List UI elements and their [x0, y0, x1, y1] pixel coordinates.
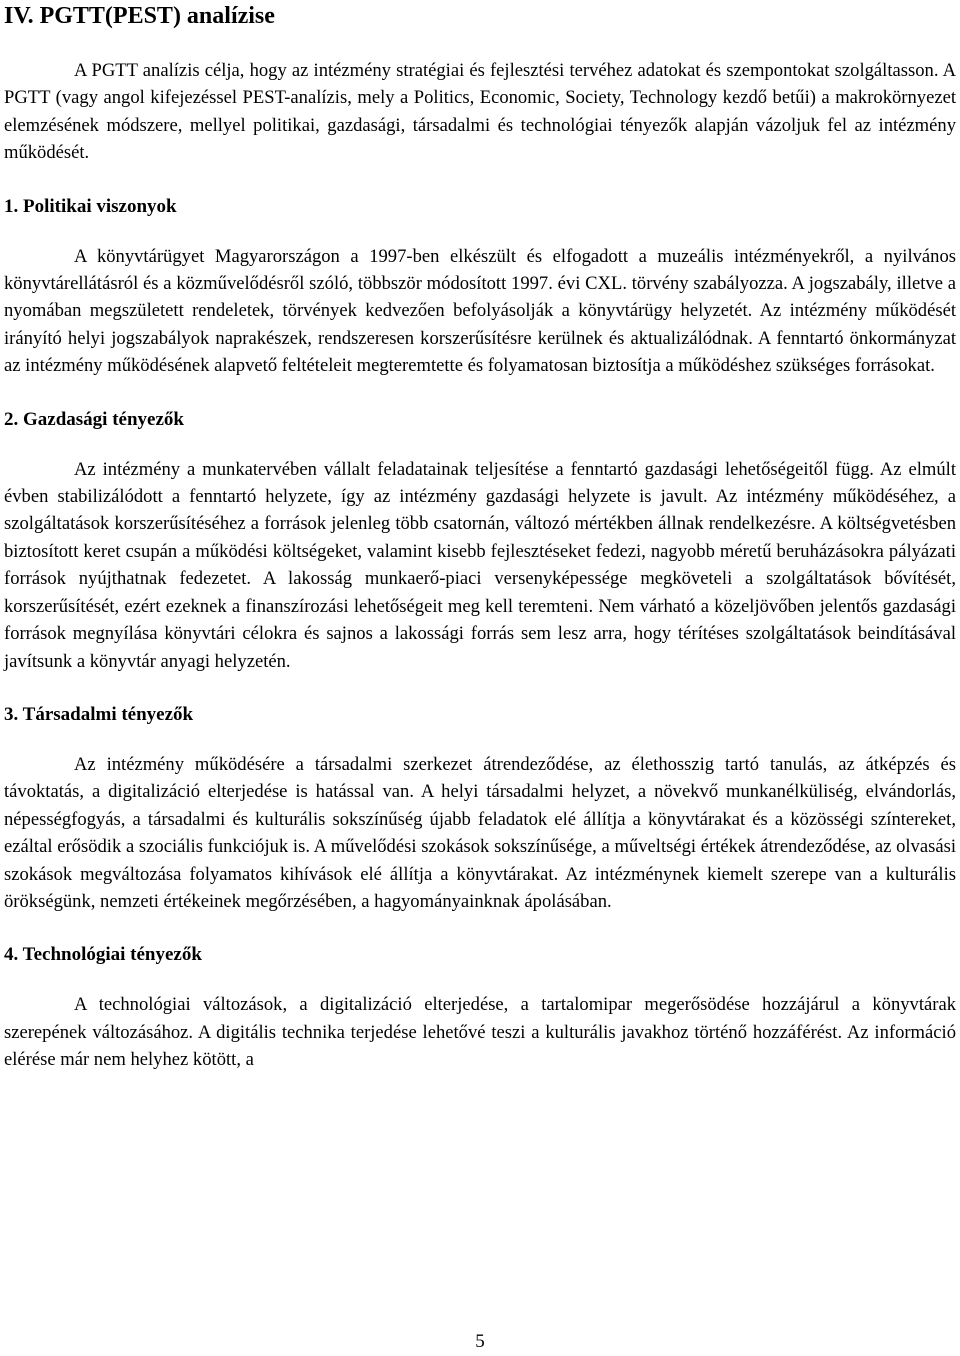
- section-heading: 3. Társadalmi tényezők: [4, 703, 194, 725]
- section-heading: 2. Gazdasági tényezők: [4, 408, 184, 430]
- section-economic: [4, 408, 956, 675]
- section-technological: [4, 943, 956, 1073]
- section-paragraph: Az intézmény a munkatervében vállalt feladatainak teljesítése a fenntartó gazdasági lehetőségeitől függ. Az elmúlt évben stabilizálódott a fenntartó helyzete, így az intézmény gazdasági helyzete is javult. Az intézmény működéséhez, a szolgáltatások korszerűsítéséhez a források jelenleg több csatornán, változó mértékben állnak rendelkezésre. A költségvetésben biztosított keret csupán a működési költségeket, valamint kisebb fejlesztéseket fedezi, nagyobb méretű beruházásokra pályázati források nyújthatnak fedezetet. A lakosság munkaerő-piaci versenyképessége megköveteli a szolgáltatások bővítését, korszerűsítését, ezért ezeknek a finanszírozási lehetőségeit meg kell teremteni. Nem várható a közeljövőben jelentős gazdasági források megnyílása könyvtári célokra és sajnos a lakossági forrás sem lesz arra, hogy térítéses szolgáltatások beindításával javítsunk a könyvtár anyagi helyzetén.: [4, 458, 956, 672]
- section-social: [4, 703, 956, 915]
- section-heading: 4. Technológiai tényezők: [4, 944, 202, 966]
- page-title: IV. PGTT(PEST) analízise: [4, 3, 275, 29]
- document-page: [4, 0, 956, 1074]
- section-paragraph: A könyvtárügyet Magyarországon a 1997-ben elkészült és elfogadott a muzeális intézményekről, a nyilvános könyvtárellátásról és a közművelődésről szóló, többször módosított 1997. évi CXL. törvény szabályozza. A jogszabály, illetve a nyomában megszületett rendeletek, törvények kedvezően befolyásolják a könyvtárügy helyzetét. Az intézmény működését irányító helyi jogszabályok naprakészek, rendszeresen korszerűsítésre kerülnek és aktualizálódnak. A fenntartó önkormányzat az intézmény működésének alapvető feltételeit megteremtette és folyamatosan biztosítja a működéshez szükséges forrásokat.: [4, 245, 956, 377]
- section-paragraph: Az intézmény működésére a társadalmi szerkezet átrendeződése, az élethosszig tartó tanulás, az átképzés és távoktatás, a digitalizáció elterjedése is hatással van. A helyi társadalmi helyzet, a növekvő munkanélküliség, elvándorlás, népességfogyás, a társadalmi és kulturális sokszínűség újabb feladatok elé állítja a könyvtárakat és a közösségi színtereket, ezáltal erősödik a szociális funkciójuk is. A művelődési szokások sokszínűsége, a műveltségi értékek átrendeződése, az olvasási szokások megváltozása folyamatos kihívások elé állítja a könyvtárakat. Az intézménynek kiemelt szerepe van a kulturális örökségünk, nemzeti értékeinek megőrzésében, a hagyományainknak ápolásában.: [4, 753, 956, 912]
- intro-paragraph: A PGTT analízis célja, hogy az intézmény stratégiai és fejlesztési tervéhez adatokat és szempontokat szolgáltasson. A PGTT (vagy angol kifejezéssel PEST-analízis, mely a Politics, Economic, Society, Technology kezdő betűi) a makrokörnyezet elemzésének módszere, mellyel politikai, gazdasági, társadalmi és technológiai tényezők alapján vázoljuk fel az intézmény működését.: [4, 60, 956, 164]
- section-heading: 1. Politikai viszonyok: [4, 195, 177, 217]
- page-number: 5: [475, 1331, 485, 1352]
- section-paragraph: A technológiai változások, a digitalizáció elterjedése, a tartalomipar megerősödése hozzájárul a könyvtárak szerepének változásához. A digitális technika terjedése lehetővé teszi a kulturális javakhoz történő hozzáférést. Az információ elérése már nem helyhez kötött, a: [4, 994, 956, 1071]
- section-political: [4, 195, 956, 380]
